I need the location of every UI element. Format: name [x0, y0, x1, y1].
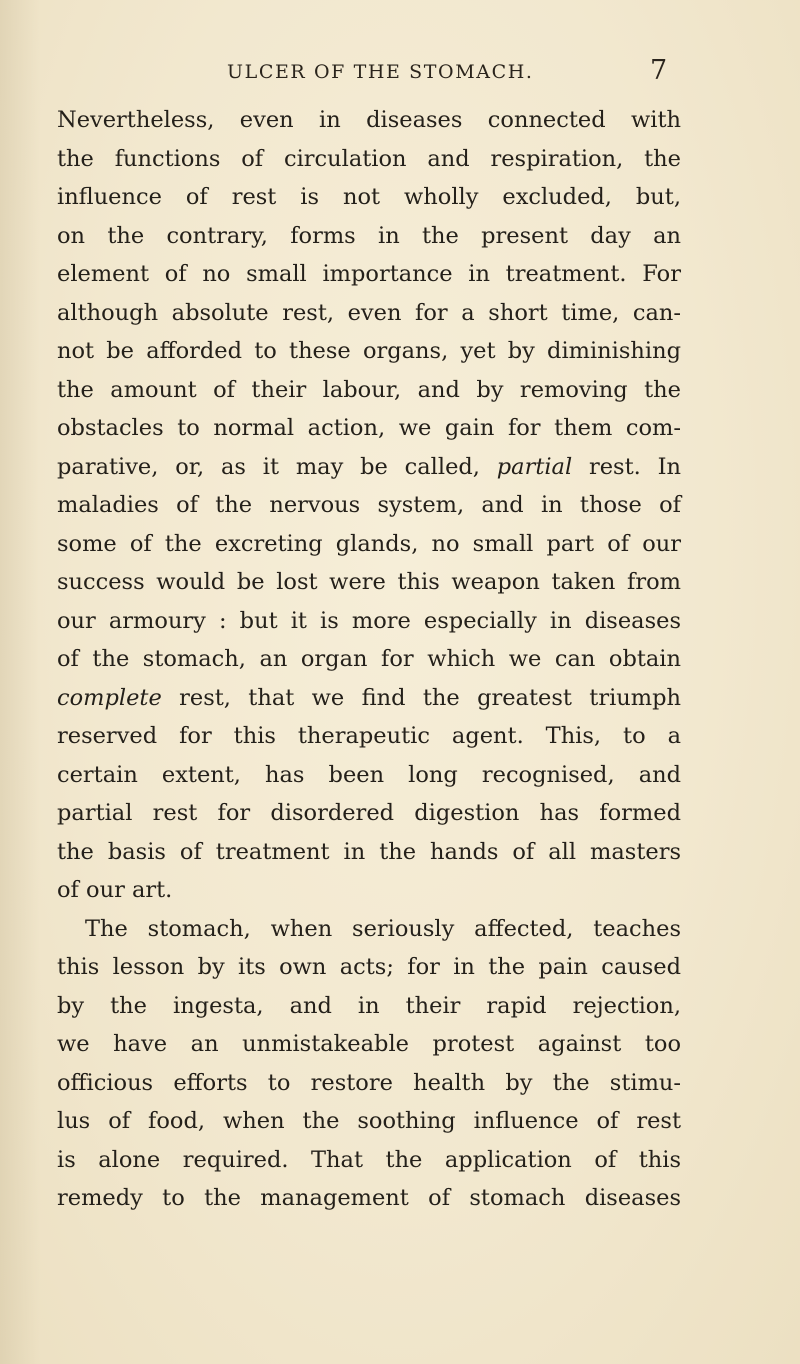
text-line: the basis of treatment in the hands of all masters — [57, 838, 681, 865]
text-segment: rest. In — [572, 453, 681, 480]
italic-word: complete — [57, 684, 162, 711]
text-segment: rest, that we find the greatest triumph — [161, 684, 681, 711]
text-line: we have an unmistakeable protest against too — [57, 1031, 681, 1057]
text-line: although absolute rest, even for a short time, can- — [57, 299, 681, 326]
body-text — [57, 101, 681, 1218]
text-line — [57, 679, 681, 718]
text-line: partial rest for disordered digestion has formed — [57, 800, 681, 826]
running-head: ULCER OF THE STOMACH. — [227, 61, 534, 83]
text-line: not be afforded to these organs, yet by diminishing — [57, 338, 681, 364]
text-line: on the contrary, forms in the present day an — [57, 222, 681, 249]
text-line — [57, 448, 681, 487]
page-number: 7 — [650, 55, 668, 86]
text-line: of the stomach, an organ for which we can obtain — [57, 646, 681, 672]
page-edge-shadow — [0, 0, 40, 1364]
text-line: some of the excreting glands, no small part of our — [57, 530, 681, 557]
text-line: The stomach, when seriously affected, teaches — [85, 915, 681, 942]
text-line: Nevertheless, even in diseases connected with — [57, 107, 681, 133]
text-line: our armoury : but it is more especially in diseases — [57, 607, 681, 634]
text-segment: parative, or, as it may be called, — [57, 453, 497, 480]
text-line: reserved for this therapeutic agent. This, to a — [57, 723, 681, 749]
text-line: obstacles to normal action, we gain for them com- — [57, 415, 681, 441]
text-line: influence of rest is not wholly excluded, but, — [57, 184, 681, 210]
text-line: success would be lost were this weapon taken from — [57, 569, 681, 595]
text-line: is alone required. That the application of this — [57, 1146, 681, 1173]
text-line: maladies of the nervous system, and in those of — [57, 492, 681, 518]
text-line: certain extent, has been long recognised, and — [57, 761, 681, 788]
text-line: the amount of their labour, and by removing the — [57, 376, 681, 403]
text-line: remedy to the management of stomach diseases — [57, 1185, 681, 1211]
text-line: of our art. — [57, 877, 173, 903]
text-line: element of no small importance in treatment. For — [57, 261, 681, 287]
page-header — [0, 55, 800, 89]
text-line: officious efforts to restore health by the stimu- — [57, 1069, 681, 1096]
text-line: by the ingesta, and in their rapid rejection, — [57, 992, 681, 1019]
italic-word: partial — [496, 453, 573, 480]
text-line: this lesson by its own acts; for in the pain caused — [57, 954, 681, 980]
text-line: the functions of circulation and respiration, the — [57, 145, 681, 172]
text-line: lus of food, when the soothing influence of rest — [57, 1108, 681, 1134]
